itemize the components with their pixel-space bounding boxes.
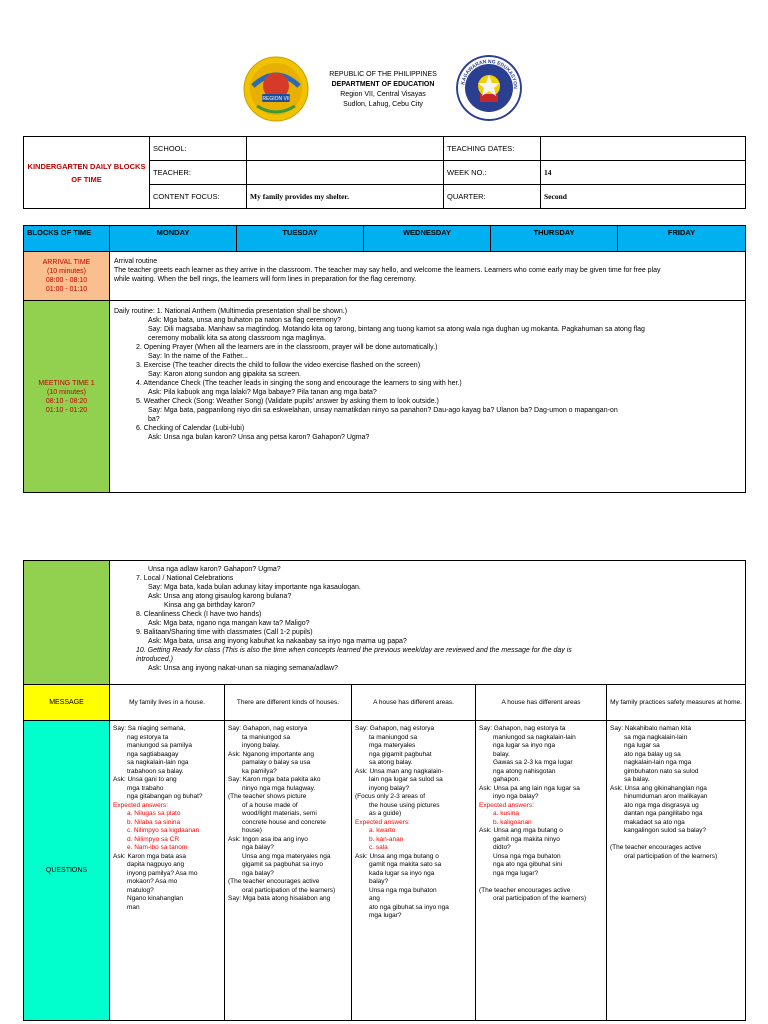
meeting-line: Say: Mga bata, pagpanilong niyo diri sa eskwelahan, unsay namatikdan ninyo sa panahon? Dau-ago kayag ba? Ulanon ba? Dag-umon o mapangan-on [148, 407, 618, 414]
question-line: nga gigamit pagbuhat [369, 750, 432, 758]
question-line: nga balay? [242, 844, 274, 851]
questions-monday [110, 721, 225, 1021]
school-value [247, 137, 444, 161]
header-text [308, 70, 458, 110]
question-line: dantan nga pangilitabo nga [624, 810, 703, 817]
question-line: nga gitabangan og buhat? [127, 793, 203, 800]
arrival-time-cell [24, 252, 110, 301]
question-line: balay. [493, 750, 510, 758]
arrival-time-morning: 08:00 - 08:10 [45, 277, 88, 284]
question-line: nag estorya ta [127, 733, 169, 741]
page-gap [0, 495, 768, 535]
question-line: Say: Mga bata atong hisalabon ang [228, 895, 331, 902]
question-line: (The teacher shows picture [228, 793, 307, 800]
question-line: gamit nga makita sato sa [369, 861, 442, 868]
question-line: Say: Nakahibalo naman kita [610, 725, 691, 732]
continued-line: 9. Balitaan/Sharing time with classmates (Call 1-2 pupils) [136, 629, 313, 636]
question-line: man [127, 903, 140, 911]
question-line: inyo nga balay? [493, 793, 539, 800]
question-line: ato nga balay ug sa [624, 750, 681, 758]
question-line: nga lugar sa inyo nga [493, 742, 556, 749]
question-line: (Focus only 2-3 areas of [355, 793, 426, 800]
question-line: kangalingon sulod sa balay? [624, 827, 707, 834]
question-line: of a house made of [242, 801, 298, 809]
meeting-time-label: MEETING TIME 1 [38, 379, 95, 387]
region-logo-text: REGION VII [262, 96, 290, 102]
message-label: MESSAGE [24, 685, 110, 721]
document-page-1 [0, 0, 768, 495]
questions-friday [607, 721, 746, 1021]
meeting-line: ceremony mobalik kita sa atong classroom nga maglinya. [148, 335, 326, 342]
question-line: oral participation of the learners) [242, 886, 336, 894]
meeting-time-morning: 08:10 - 08:20 [45, 397, 88, 405]
question-line: hinumduman aron malikayan [624, 793, 708, 800]
header-address: Sudlon, Lahug, Cebu City [343, 101, 423, 108]
meeting-line: Daily routine: 1. National Anthem (Multimedia presentation shall be shown.) [114, 308, 348, 315]
week-label: WEEK NO.: [444, 161, 541, 185]
region-seal-logo [243, 56, 309, 122]
continued-line: 7. Local / National Celebrations [136, 575, 234, 582]
meeting-line: 6. Checking of Calendar (Lubi-lubi) [136, 425, 245, 432]
teacher-value [247, 161, 444, 185]
question-line: gahapon. [493, 776, 521, 783]
meeting-routine-cell [110, 301, 746, 493]
content-focus-label: CONTENT FOCUS: [150, 185, 247, 209]
continued-line: 8. Cleanliness Check (I have two hands) [136, 611, 262, 618]
question-line: ninyo nga mga hulagway. [242, 784, 316, 792]
meeting-time-cell [24, 301, 110, 493]
question-line [610, 836, 742, 845]
question-line: Say: Sa niaging semana, [113, 725, 186, 732]
question-line: makadaot sa ato nga [624, 818, 685, 826]
question-line: mga lugar? [369, 912, 402, 919]
question-line: e. Nam-ibo sa tanom [127, 844, 188, 851]
question-line: maniungod sa nagkalain-lain [493, 733, 576, 741]
question-line: maniungod sa pamilya [127, 742, 193, 749]
question-line: oral participation of the learners) [624, 852, 718, 860]
question-line: Ask: Unsa pa ang lain nga lugar sa [479, 784, 580, 792]
question-line: Say: Gahapon, nag estorya [355, 725, 435, 732]
meeting-line: 3. Exercise (The teacher directs the child to follow the video exercise flashed on the screen) [136, 362, 421, 369]
question-line: Ask: Ingon asa iba ang inyo [228, 835, 308, 843]
teaching-dates-value [541, 137, 746, 161]
meeting-line: Ask: Pila kabuok ang mga lalaki? Mga babaye? Pila tanan ang mga bata? [148, 389, 377, 396]
quarter-value: Second [541, 185, 746, 209]
question-line: inyong pamilya? Asa mo [127, 869, 198, 877]
question-line: c. sala [369, 844, 388, 851]
question-line: Ask: Unsa ang gikinahanglan nga [610, 784, 707, 792]
question-line: ta maniungod sa [242, 733, 291, 741]
meeting-line: 5. Weather Check (Song: Weather Song) (Validate pupils' answer by asking them to look outside.) [136, 398, 439, 405]
question-line: as a guide) [369, 810, 402, 817]
arrival-time-afternoon: 01:00 - 01:10 [45, 286, 88, 293]
questions-wednesday [352, 721, 476, 1021]
question-line: Expected answers: [479, 801, 534, 809]
question-line: kada lugar sa inyo nga [369, 869, 435, 877]
meeting-line: 2. Opening Prayer (When all the learners are in the classroom, prayer will be done automatically.) [136, 344, 438, 351]
meeting-continued-cell [110, 561, 746, 685]
continued-line: Ask: Mga bata, unsa ang inyong kabuhat ka nakaabay sa inyo nga mama ug papa? [148, 638, 407, 645]
question-line: Gawas sa 2-3 ka mga lugar [493, 759, 573, 766]
question-line: inyong balay? [369, 784, 410, 792]
question-line: matulog? [127, 886, 154, 894]
day-header-friday: FRIDAY [618, 226, 746, 252]
question-line: Unsa nga mga buhaton [369, 886, 437, 894]
header-department: DEPARTMENT OF EDUCATION [331, 81, 435, 88]
question-line: mokaon? Asa mo [127, 878, 178, 885]
question-line: ka pamilya? [242, 767, 277, 775]
question-line: house) [242, 827, 262, 834]
info-table [23, 136, 746, 209]
question-line: gimbuhaton nato sa sulod [624, 767, 699, 775]
day-header-tuesday: TUESDAY [237, 226, 364, 252]
continued-line: 10. Getting Ready for class (This is also the time when concepts learned the previous week/day are reviewed and the message for the day is [136, 647, 572, 654]
continued-line: introduced.) [136, 656, 173, 663]
arrival-line: Arrival routine [114, 258, 158, 265]
meeting-line: Ask: Unsa nga bulan karon? Unsa ang petsa karon? Gahapon? Ugma? [148, 434, 370, 441]
teacher-label: TEACHER: [150, 161, 247, 185]
arrival-line: The teacher greets each learner as they arrive in the classroom. The teacher may say hello, and welcome the learners. Learners who come early may be given time for free play [114, 267, 661, 274]
continued-line: Ask: Unsa ang inyong nakat-unan sa niaging semana/adlaw? [148, 665, 338, 672]
kindergarten-title: KINDERGARTEN DAILY BLOCKS OF TIME [24, 137, 150, 209]
arrival-line: while waiting. When the bell rings, the learners will form lines in preparation for the flag ceremony. [114, 276, 417, 283]
questions-thursday [476, 721, 607, 1021]
meeting-line: Say: Dili magsaba. Manhaw sa magtindog. Motando kita og tarong, bintang ang tuong kamot sa atong wala nga dughan ug mokanta. Pagkahuman sa atong flag [148, 326, 645, 333]
question-line: Say: Gahapon, nag estorya ta [479, 725, 566, 732]
question-line: nga sagtiabaagay [127, 750, 179, 758]
question-line: Ask: Unsa gani to ang [113, 776, 177, 783]
questions-tuesday [225, 721, 352, 1021]
continued-line: Ask: Mga bata, ngano nga mangan kaw ta? Maligo? [148, 620, 310, 627]
question-line: Ask: Unsa ang mga butang o [355, 852, 439, 860]
arrival-routine-cell [110, 252, 746, 301]
quarter-label: QUARTER: [444, 185, 541, 209]
question-line: (The teacher encourages active [228, 878, 320, 885]
question-line: Ask: Karon mga bata asa [113, 852, 186, 860]
questions-label: QUESTIONS [24, 721, 110, 1021]
question-line: dapita nagpuyo ang [127, 861, 185, 868]
question-line: Unsa ang mga materyales nga [242, 852, 331, 860]
meeting-line: Ask: Mga bata, unsa ang buhaton pa naton sa flag ceremony? [148, 317, 342, 324]
question-line: ato nga mga disgrasya ug [624, 801, 699, 809]
question-line: ta maniungod sa [369, 733, 418, 741]
continued-line: Ask: Unsa ang atong gisaulog karong bulana? [148, 593, 292, 600]
question-line: inyong balay. [242, 742, 280, 749]
question-line: b. Nilaba sa sinina [127, 818, 181, 826]
question-line: Say: Gahapon, nag estorya [228, 725, 308, 732]
continued-line: Kinsa ang ga birthday karon? [164, 602, 256, 609]
question-line: d. Nilimpyo sa CR [127, 835, 180, 843]
question-line: gamit nga makita ninyo [493, 835, 560, 843]
meeting-line: 4. Attendance Check (The teacher leads in singing the song and encourage the learners to sing with her.) [136, 380, 462, 387]
question-line: nga atong nahisgotan [493, 767, 556, 775]
question-line: ato nga gibuhat sa inyo nga [369, 903, 449, 911]
question-line: c. Nilimpyo sa kigdaanan [127, 827, 200, 834]
deped-seal-logo [456, 55, 522, 121]
question-line: trabahoon sa balay. [127, 767, 184, 775]
question-line: a. Nilugas sa plato [127, 810, 181, 817]
question-line: mga trabaho [127, 784, 164, 792]
teaching-dates-label: TEACHING DATES: [444, 137, 541, 161]
message-wednesday: A house has different areas. [352, 685, 476, 721]
message-monday: My family lives in a house. [110, 685, 225, 721]
question-line: mga materyales [369, 742, 416, 749]
question-line: sa atong balay. [369, 759, 413, 766]
continued-line: Say: Mga bata, kada bulan adunay kitay importante nga kasaulogan. [148, 584, 361, 591]
meeting-time-duration: (10 minutes) [47, 388, 86, 396]
arrival-time-label: ARRIVAL TIME [42, 259, 91, 266]
question-line [479, 878, 603, 887]
week-value: 14 [541, 161, 746, 185]
question-line: the house using pictures [369, 801, 440, 809]
question-line: oral participation of the learners) [493, 895, 587, 902]
question-line: Ask: Unsa ang mga butang o [479, 827, 563, 834]
question-line: nga lugar sa [624, 742, 660, 749]
question-line: nga mga lugar? [493, 869, 539, 877]
header-republic: REPUBLIC OF THE PHILIPPINES [329, 71, 437, 78]
question-line: Expected answers: [355, 818, 410, 826]
message-thursday: A house has different areas [476, 685, 607, 721]
question-line: pamalay o balay sa usa [242, 759, 311, 766]
day-header-wednesday: WEDNESDAY [364, 226, 491, 252]
question-line: Ask: Unsa man ang nagkalain- [355, 767, 444, 775]
question-line: lain nga lugar sa sulod sa [369, 776, 443, 783]
school-label: SCHOOL: [150, 137, 247, 161]
question-line: concrete house and concrete [242, 818, 326, 826]
meeting-continued-label-cell [24, 561, 110, 685]
question-line: sa balay. [624, 776, 650, 783]
question-line: nga balay? [242, 869, 274, 877]
header-region: Region VII, Central Visayas [340, 91, 426, 98]
question-line: didto? [493, 844, 511, 851]
question-line: nga ato nga gibuhat sini [493, 861, 563, 868]
question-line: b. kan-anan [369, 835, 404, 843]
question-line: nagkalain-lain nga mga [624, 759, 692, 766]
meeting-time-afternoon: 01:10 - 01:20 [45, 406, 88, 414]
question-line: (The teacher encourages active [610, 844, 702, 851]
meeting-line: ba? [148, 416, 160, 423]
question-line: Expected answers: [113, 801, 168, 809]
continued-line: Unsa nga adlaw karon? Gahapon? Ugma? [148, 566, 281, 573]
meeting-line: Say: Karon atong sundon ang gipakita sa screen. [148, 371, 301, 378]
question-line: a. kwarto [369, 827, 396, 834]
question-line: (The teacher encourages active [479, 886, 571, 894]
blocks-of-time-header: BLOCKS OF TIME [24, 226, 110, 252]
question-line: b. kaligoanan [493, 818, 532, 826]
question-line: balay? [369, 878, 389, 885]
question-line: Say: Karon mga bata pakita ako [228, 776, 321, 783]
day-header-thursday: THURSDAY [491, 226, 618, 252]
deped-logo-text: KAGAWARAN NG EDUKASYON [460, 58, 519, 89]
message-tuesday: There are different kinds of houses. [225, 685, 352, 721]
question-line: sa nagkalain-lain nga [127, 759, 189, 766]
question-line: wood/light materials, semi [242, 810, 317, 817]
day-header-monday: MONDAY [110, 226, 237, 252]
message-friday: My family practices safety measures at home. [607, 685, 746, 721]
question-line: sa mga nagkalain-lain [624, 733, 688, 741]
meeting-line: Say: In the name of the Father... [148, 353, 249, 360]
question-line: Ngano kinahanglan [127, 895, 184, 902]
question-line: Ask: Nganong importante ang [228, 750, 314, 758]
arrival-time-duration: (10 minutes) [47, 268, 86, 275]
document-page-2 [0, 535, 768, 1024]
schedule-table [23, 225, 746, 493]
question-line: a. kusina [493, 810, 520, 817]
question-line: gigamit sa pagbuhat sa inyo [242, 861, 323, 868]
question-line: Unsa nga mga buhaton [493, 852, 561, 860]
content-focus-value: My family provides my shelter. [247, 185, 444, 209]
schedule-table-continued [23, 560, 746, 1021]
question-line: ang [369, 895, 380, 902]
